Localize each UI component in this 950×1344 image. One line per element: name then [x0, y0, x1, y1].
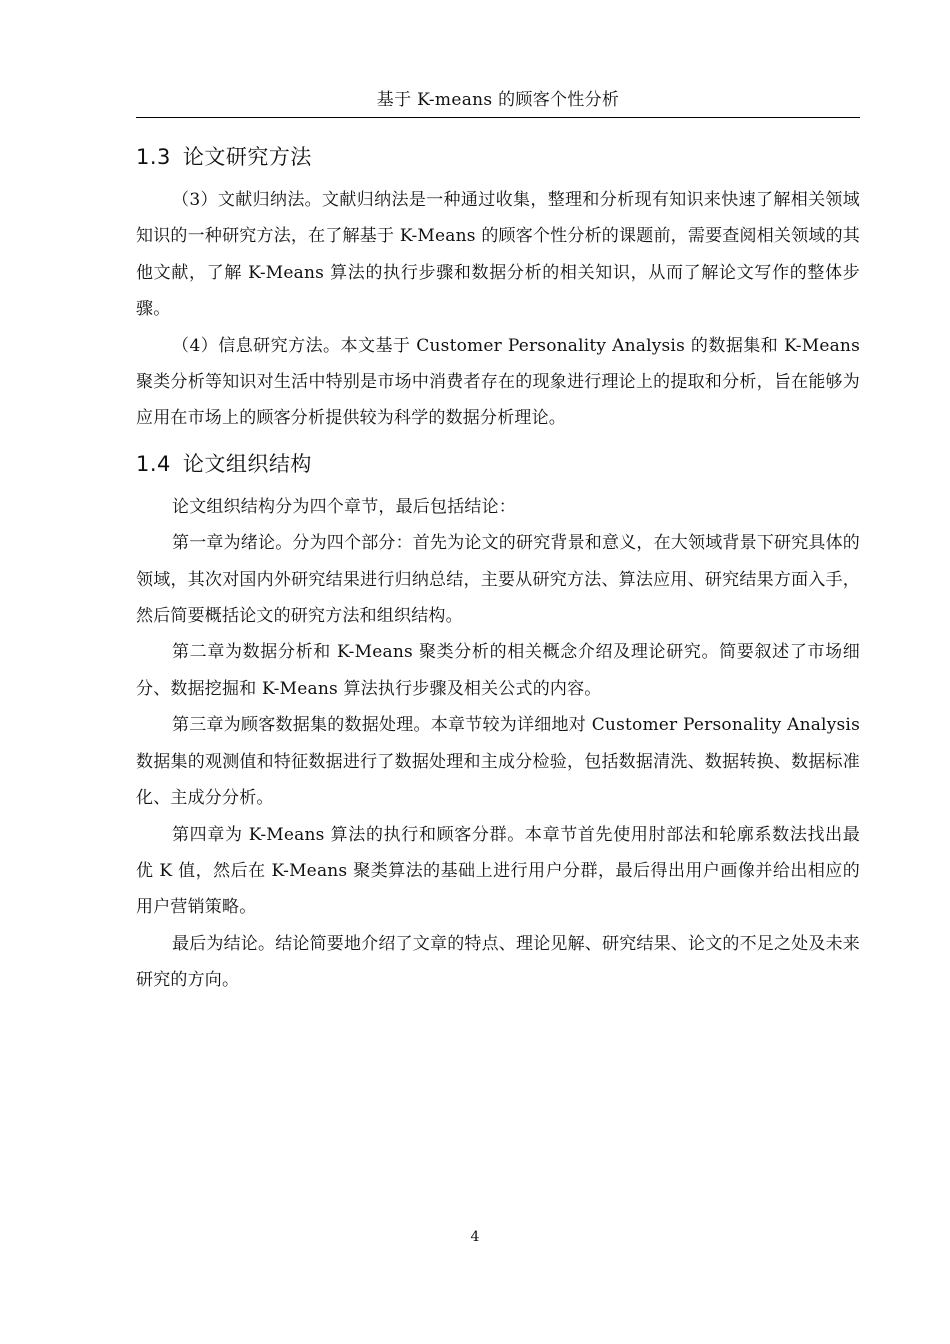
paragraph-chapter-2: 第二章为数据分析和 K-Means 聚类分析的相关概念介绍及理论研究。简要叙述了市场细分、数据挖掘和 K-Means 算法执行步骤及相关公式的内容。	[136, 642, 860, 699]
running-header: 基于 K-means 的顾客个性分析	[376, 90, 620, 110]
paragraph-chapter-4: 第四章为 K-Means 算法的执行和顾客分群。本章节首先使用肘部法和轮廓系数法找出最优 K 值，然后在 K-Means 聚类算法的基础上进行用户分群，最后得出用户画像并给出相应的用户营销策略。	[136, 824, 860, 918]
section-title: 论文研究方法	[182, 145, 312, 169]
header-rule	[136, 117, 860, 118]
paragraph-literature-method: （3）文献归纳法。文献归纳法是一种通过收集，整理和分析现有知识来快速了解相关领域知识的一种研究方法，在了解基于 K-Means 的顾客个性分析的课题前，需要查阅相关领域的其他文献，了解 K-Means 算法的执行步骤和数据分析的相关知识，从而了解论文写作的整体步骤。	[136, 190, 860, 320]
paragraph-chapter-3: 第三章为顾客数据集的数据处理。本章节较为详细地对 Customer Personality Analysis 数据集的观测值和特征数据进行了数据处理和主成分检验，包括数据清洗、数据转换、数据标准化、主成分分析。	[136, 715, 860, 809]
section-heading-1-4	[136, 449, 860, 479]
page-body	[136, 142, 860, 999]
page-number: 4	[470, 1229, 480, 1245]
paragraph-information-method: （4）信息研究方法。本文基于 Customer Personality Analysis 的数据集和 K-Means 聚类分析等知识对生活中特别是市场中消费者存在的现象进行理论上的提取和分析，旨在能够为应用在市场上的顾客分析提供较为科学的数据分析理论。	[136, 335, 860, 429]
section-number: 1.3	[136, 145, 171, 169]
paragraph-structure-intro: 论文组织结构分为四个章节，最后包括结论：	[172, 496, 516, 517]
paragraph-chapter-1: 第一章为绪论。分为四个部分：首先为论文的研究背景和意义，在大领域背景下研究具体的领域，其次对国内外研究结果进行归纳总结，主要从研究方法、算法应用、研究结果方面入手，然后简要概括论文的研究方法和组织结构。	[136, 533, 860, 627]
section-number: 1.4	[136, 451, 171, 476]
section-heading-1-3	[136, 142, 860, 172]
paragraph-conclusion: 最后为结论。结论简要地介绍了文章的特点、理论见解、研究结果、论文的不足之处及未来研究的方向。	[136, 933, 860, 991]
section-title: 论文组织结构	[182, 451, 312, 476]
